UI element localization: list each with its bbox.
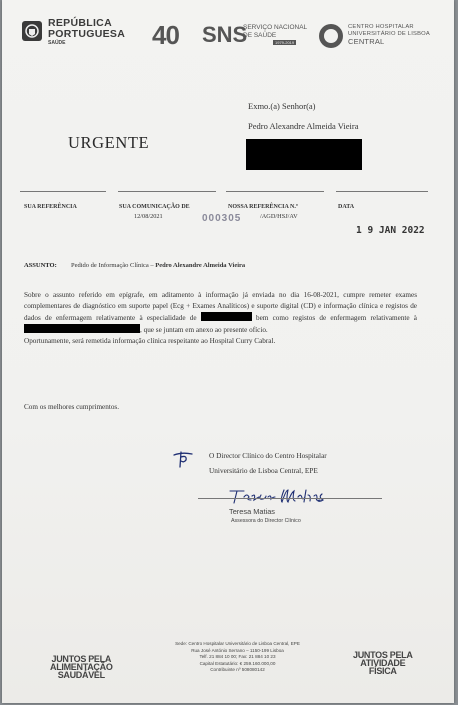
footer-activity-line3: FÍSICA — [368, 666, 397, 676]
sns-subtitle — [243, 24, 307, 40]
sua-referencia-label: SUA REFERÊNCIA — [24, 204, 77, 210]
footer-activity-line1: JUNTOS PELA — [353, 650, 413, 660]
ref-rule-1 — [20, 191, 106, 192]
date-stamp: 1 9 JAN 2022 — [356, 225, 425, 236]
urgent-heading: URGENTE — [68, 133, 150, 152]
signer-name: Teresa Matias — [229, 507, 276, 516]
footer-address — [150, 641, 325, 674]
letter-body — [24, 290, 417, 347]
footer-address-line1: Sede: Centro Hospitalar Universitário de Lisboa Central, EPE — [175, 641, 300, 646]
redacted-specialty — [201, 312, 252, 321]
signer-role-line1: O Director Clínico do Centro Hospitalar — [209, 451, 327, 460]
subject-name: Pedro Alexandre Almeida Vieira — [155, 262, 246, 269]
footer-campaign-food — [50, 655, 113, 679]
body-paragraph-1 — [24, 290, 417, 336]
footer-food-line2: ALIMENTAÇÃO — [50, 662, 113, 672]
recipient-name: Pedro Alexandre Almeida Vieira — [248, 121, 359, 131]
handwritten-signature — [228, 485, 328, 505]
republic-emblem-icon — [19, 18, 45, 44]
subject-label: ASSUNTO: — [24, 262, 57, 269]
hospital-wordmark — [348, 24, 430, 45]
sns-sub-line1: SERVIÇO NACIONAL — [243, 24, 308, 31]
redacted-service — [24, 324, 140, 333]
data-label: DATA — [338, 204, 355, 210]
body-p1-c: , que se juntam em anexo ao presente ofício. — [140, 326, 268, 335]
body-paragraph-2: Oportunamente, será remetida informação clínica respeitante ao Hospital Curry Cabral. — [24, 337, 276, 346]
footer-campaign-activity — [353, 651, 413, 675]
hospital-logo-icon — [317, 22, 345, 50]
footer-food-line3: SAUDÁVEL — [57, 670, 105, 680]
sns-years-badge: 1979-2019 — [275, 40, 295, 45]
sns-sub-line2: DE SAÚDE — [243, 32, 277, 39]
ref-rule-3 — [226, 191, 324, 192]
republic-line1: REPÚBLICA — [48, 17, 112, 29]
footer-address-line5: Contribuinte nº 508080142 — [210, 667, 265, 673]
republic-wordmark — [48, 18, 125, 40]
footer-activity-line2: ATIVIDADE — [360, 658, 406, 668]
signature-rule — [198, 498, 382, 499]
hospital-line3: CENTRAL — [348, 37, 385, 46]
sua-comunicacao-label: SUA COMUNICAÇÃO DE — [119, 204, 190, 210]
sns-40-logo: 40 — [152, 20, 179, 50]
letter-sheet — [2, 0, 454, 703]
pp-initials-mark — [172, 449, 196, 469]
body-p1-b: bem como registos de enfermagem relativamente à — [256, 314, 418, 323]
nossa-referencia-stamp: 000305 — [202, 213, 242, 224]
sns-wordmark: SNS — [202, 22, 248, 47]
nossa-referencia-value: /AGD/HSJ/AV — [260, 213, 298, 220]
republic-line2: PORTUGUESA — [48, 28, 126, 40]
ref-rule-4 — [336, 191, 428, 192]
subject-text: Pedido de Informação Clínica – — [71, 262, 154, 269]
body-p1-a: Sobre o assunto referido em epígrafe, em aditamento à informação já enviada no dia 16-08-2021, cumpre remeter exames complementares de diagnóstico em suporte papel (Ecg + Exames Analíticos) e suporte digital (CD) e informação clínica e registos de dados de enfermagem relativamente à especialidade de — [24, 291, 417, 323]
nossa-referencia-label: NOSSA REFERÊNCIA N.º — [228, 204, 298, 210]
footer-address-line4: Capital Estatutário: € 259.160.000,00 — [199, 660, 276, 666]
footer-food-line1: JUNTOS PELA — [51, 654, 112, 664]
signer-role-line2: Universitário de Lisboa Central, EPE — [209, 466, 318, 475]
hospital-line1: CENTRO HOSPITALAR — [348, 24, 414, 30]
signer-subtitle: Assessora do Director Clínico — [231, 518, 301, 524]
republic-sub: SAÚDE — [48, 40, 66, 46]
footer-address-line3: Telf. 21 884 10 00; Fax: 21 884 10 23 — [199, 654, 276, 660]
hospital-line2: UNIVERSITÁRIO DE LISBOA — [348, 31, 430, 37]
ref-rule-2 — [118, 191, 216, 192]
subject-line — [71, 262, 245, 269]
footer-address-line2: Rua José António Serrano – 1150-199 Lisboa — [191, 647, 284, 653]
closing-line: Com os melhores cumprimentos. — [24, 403, 120, 411]
redacted-address-block — [246, 139, 362, 170]
recipient-salutation: Exmo.(a) Senhor(a) — [248, 101, 316, 111]
sua-comunicacao-value: 12/08/2021 — [134, 213, 163, 220]
